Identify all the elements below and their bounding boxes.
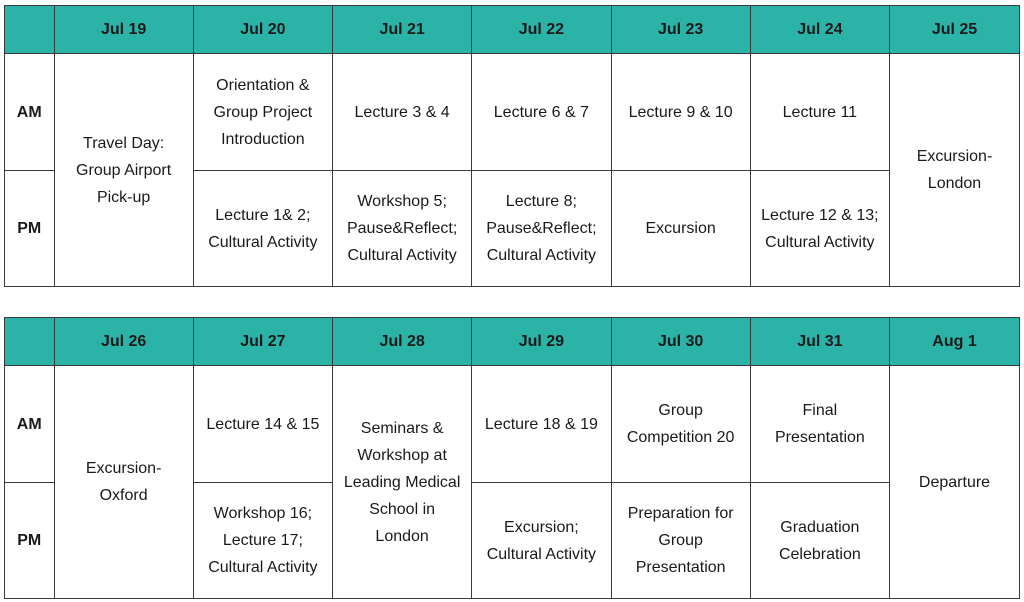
day-header: Jul 31: [750, 318, 889, 366]
schedule-cell: [611, 483, 750, 599]
day-header: Jul 26: [54, 318, 193, 366]
schedule-cell: [750, 54, 889, 171]
day-header: Jul 28: [333, 318, 472, 366]
schedule-cell: [472, 54, 611, 171]
day-header: Jul 24: [750, 6, 889, 54]
day-header: Jul 21: [333, 6, 472, 54]
schedule-cell: [54, 54, 193, 287]
cell-text: Lecture 11: [782, 103, 858, 121]
schedule-cell: [333, 54, 472, 171]
day-header: Jul 29: [472, 318, 611, 366]
cell-text: Departure: [918, 473, 991, 491]
schedule-cell: [472, 366, 611, 483]
cell-text: Group Competition 20: [626, 402, 735, 446]
header-corner: [5, 318, 55, 366]
day-header: Aug 1: [890, 318, 1020, 366]
cell-text: Travel Day: Group Airport Pick-up: [76, 134, 172, 206]
am-label: AM: [5, 366, 55, 483]
cell-text: Lecture 3 & 4: [354, 103, 450, 121]
cell-text: Preparation for Group Presentation: [627, 505, 734, 576]
day-header: Jul 25: [890, 6, 1020, 54]
day-header: Jul 27: [193, 318, 332, 366]
schedule-cell: [472, 171, 611, 287]
schedule-cell: [193, 171, 332, 287]
am-row: [5, 366, 1020, 483]
am-label: AM: [5, 54, 55, 171]
header-row: [5, 6, 1020, 54]
schedule-cell: [890, 54, 1020, 287]
cell-text: Workshop 5; Pause&Reflect; Cultural Activity: [346, 193, 458, 264]
cell-text: Final Presentation: [774, 402, 865, 446]
schedule-table-week1: [4, 5, 1020, 287]
cell-text: Excursion; Cultural Activity: [486, 518, 597, 563]
cell-text: Excursion: [645, 220, 716, 237]
schedule-cell: [750, 483, 889, 599]
cell-text: Orientation & Group Project Introduction: [213, 76, 313, 148]
cell-text: Excursion- Oxford: [85, 460, 162, 504]
schedule-cell: [54, 366, 193, 599]
cell-text: Lecture 1& 2; Cultural Activity: [208, 206, 318, 251]
schedule-cell: [750, 171, 889, 287]
schedule-cell: [333, 366, 472, 599]
cell-text: Graduation Celebration: [778, 518, 861, 563]
schedule-cell: [193, 366, 332, 483]
schedule-cell: [890, 366, 1020, 599]
schedule-cell: [611, 171, 750, 287]
cell-text: Seminars & Workshop at Leading Medical School in London: [343, 419, 461, 545]
day-header: Jul 30: [611, 318, 750, 366]
day-header: Jul 23: [611, 6, 750, 54]
schedule-cell: [750, 366, 889, 483]
cell-text: Lecture 18 & 19: [484, 415, 598, 433]
header-corner: [5, 6, 55, 54]
cell-text: Workshop 16; Lecture 17; Cultural Activity: [208, 505, 318, 576]
cell-text: Lecture 9 & 10: [628, 103, 733, 121]
pm-label: PM: [5, 171, 55, 287]
cell-text: Lecture 8; Pause&Reflect; Cultural Activity: [486, 193, 597, 264]
header-row: [5, 318, 1020, 366]
schedule-cell: [193, 483, 332, 599]
cell-text: Lecture 12 & 13; Cultural Activity: [761, 206, 879, 251]
schedule-cell: [333, 171, 472, 287]
schedule-cell: [611, 366, 750, 483]
am-row: [5, 54, 1020, 171]
schedule-cell: [611, 54, 750, 171]
pm-label: PM: [5, 483, 55, 599]
day-header: Jul 22: [472, 6, 611, 54]
day-header: Jul 19: [54, 6, 193, 54]
cell-text: Lecture 6 & 7: [493, 103, 589, 121]
schedule-cell: [193, 54, 332, 171]
cell-text: Lecture 14 & 15: [206, 415, 320, 433]
cell-text: Excursion- London: [916, 148, 993, 192]
schedule-cell: [472, 483, 611, 599]
schedule-table-week2: [4, 317, 1020, 599]
day-header: Jul 20: [193, 6, 332, 54]
